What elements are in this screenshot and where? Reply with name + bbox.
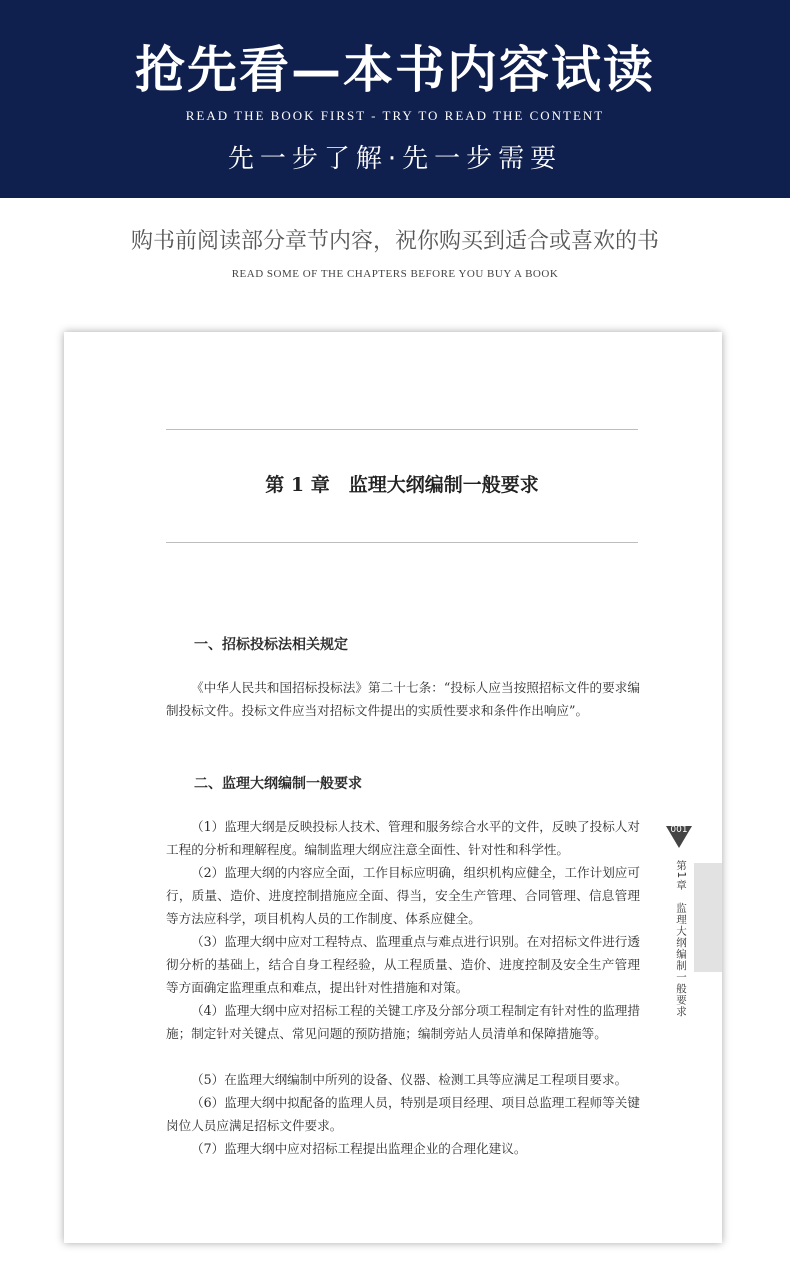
list-item: （2）监理大纲的内容应全面，工作目标应明确，组织机构应健全，工作计划应可行，质量、造价、进度控制措施应全面、得当，安全生产管理、合同管理、信息管理等方法应科学，项目机构人员的工作制度、体系应健全。 xyxy=(166,865,640,926)
section2-heading: 二、监理大纲编制一般要求 xyxy=(194,776,362,792)
page-number: 001 xyxy=(670,825,688,835)
top-rule xyxy=(166,429,638,430)
banner-subtitle-en: READ THE BOOK FIRST - TRY TO READ THE CONTENT xyxy=(185,108,605,123)
side-tab xyxy=(694,863,722,972)
list-item: （3）监理大纲中应对工程特点、监理重点与难点进行识别。在对招标文件进行透彻分析的基础上，结合自身工程经验，从工程质量、造价、进度控制及安全生产管理等方面确定监理重点和难点，提出针对性措施和对策。 xyxy=(166,934,640,995)
side-chapter-label: 第1章 监理大纲编制一般要求 xyxy=(675,860,687,1018)
section1-paragraph: 《中华人民共和国招标投标法》第二十七条：“投标人应当按照招标文件的要求编制投标文件。投标文件应当对招标文件提出的实质性要求和条件作出响应”。 xyxy=(166,680,640,718)
bottom-rule xyxy=(166,542,638,543)
list-item: （7）监理大纲中应对招标工程提出监理企业的合理化建议。 xyxy=(191,1141,527,1156)
book-page xyxy=(64,332,722,1243)
intro-subtitle-en: READ SOME OF THE CHAPTERS BEFORE YOU BUY A BOOK xyxy=(231,268,559,280)
chapter-title: 第 1 章 监理大纲编制一般要求 xyxy=(265,474,539,496)
banner-title: 抢先看—本书内容试读 xyxy=(135,40,655,99)
list-item: （1）监理大纲是反映投标人技术、管理和服务综合水平的文件，反映了投标人对工程的分析和理解程度。编制监理大纲应注意全面性、针对性和科学性。 xyxy=(166,819,640,857)
section1-heading: 一、招标投标法相关规定 xyxy=(194,637,348,653)
list-item: （6）监理大纲中拟配备的监理人员，特别是项目经理、项目总监理工程师等关键岗位人员应满足招标文件要求。 xyxy=(166,1095,640,1133)
list-item: （5）在监理大纲编制中所列的设备、仪器、检测工具等应满足工程项目要求。 xyxy=(191,1072,628,1087)
intro-title: 购书前阅读部分章节内容，祝你购买到适合或喜欢的书 xyxy=(130,229,659,254)
banner-subtitle-cn: 先一步了解·先一步需要 xyxy=(227,144,563,174)
list-item: （4）监理大纲中应对招标工程的关键工序及分部分项工程制定有针对性的监理措施；制定针对关键点、常见问题的预防措施；编制旁站人员清单和保障措施等。 xyxy=(166,1003,640,1041)
header-banner xyxy=(0,0,790,198)
